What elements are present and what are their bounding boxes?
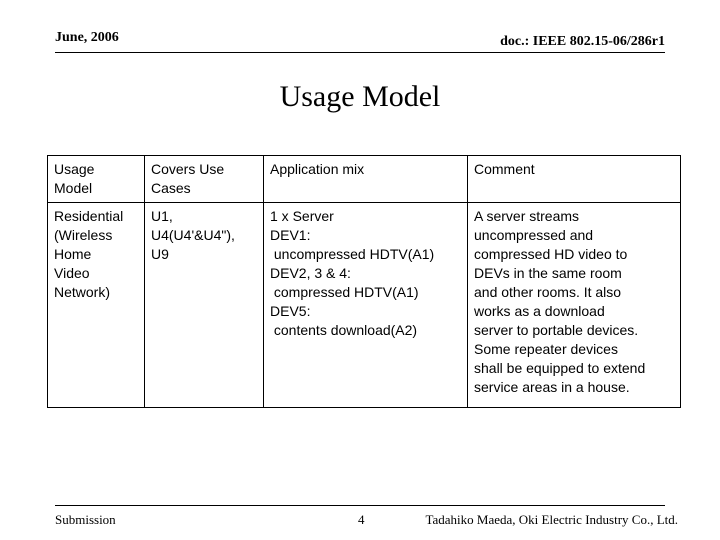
header-line: Application mix [270,161,365,177]
cell-line: shall be equipped to extend [474,360,646,376]
usage-model-table [47,155,681,408]
cell-line: and other rooms. It also [474,284,622,300]
cell-line: (Wireless [54,227,113,243]
header-doc-id: doc.: IEEE 802.15-06/286r1 [500,34,665,49]
page-number: 4 [358,512,365,527]
header-cell-usage-model [48,156,145,203]
cell-line: service areas in a house. [474,379,630,395]
cell-line: server to portable devices. [474,322,639,338]
cell-use-cases [145,203,264,408]
header-line: Usage [54,161,95,177]
header-line: Model [54,180,93,196]
header-line: Cases [151,180,191,196]
comment-lines [474,207,674,397]
cell-comment [468,203,681,408]
cell-line: compressed HD video to [474,246,628,262]
cell-application-mix [264,203,468,408]
table-header-row [48,156,681,203]
header-cell-comment [468,156,681,203]
cell-line: Video [54,265,90,281]
cell-line: 1 x Server [270,208,334,224]
cell-line: U9 [151,246,169,262]
header-cell-application-mix [264,156,468,203]
cell-line: compressed HDTV(A1) [270,284,419,300]
header-line: Comment [474,161,535,177]
cell-line: contents download(A2) [270,322,418,338]
cell-usage-model [48,203,145,408]
cell-line: U1, [151,208,173,224]
header-line: Covers Use [151,161,225,177]
table-row [48,203,681,408]
slide-title: Usage Model [279,80,441,113]
cell-line: Some repeater devices [474,341,618,357]
cell-line: Residential [54,208,124,224]
cell-line: DEV1: [270,227,311,243]
footer-author: Tadahiko Maeda, Oki Electric Industry Co., Ltd. [425,512,678,527]
cell-line: uncompressed and [474,227,594,243]
cell-line: uncompressed HDTV(A1) [270,246,435,262]
cell-line: U4(U4'&U4"), [151,227,235,243]
header-divider [55,52,665,53]
cell-line: A server streams [474,208,580,224]
header-cell-covers-use-cases [145,156,264,203]
cell-line: Network) [54,284,111,300]
application-mix-lines [270,207,461,340]
cell-line: Home [54,246,92,262]
header-date: June, 2006 [55,30,119,45]
cell-line: DEV5: [270,303,311,319]
footer-divider [55,505,665,506]
footer-submission: Submission [55,512,116,527]
cell-line: DEVs in the same room [474,265,622,281]
cell-line: DEV2, 3 & 4: [270,265,351,281]
usage-model-lines [54,207,138,302]
cell-line: works as a download [474,303,605,319]
use-cases-lines [151,207,257,264]
